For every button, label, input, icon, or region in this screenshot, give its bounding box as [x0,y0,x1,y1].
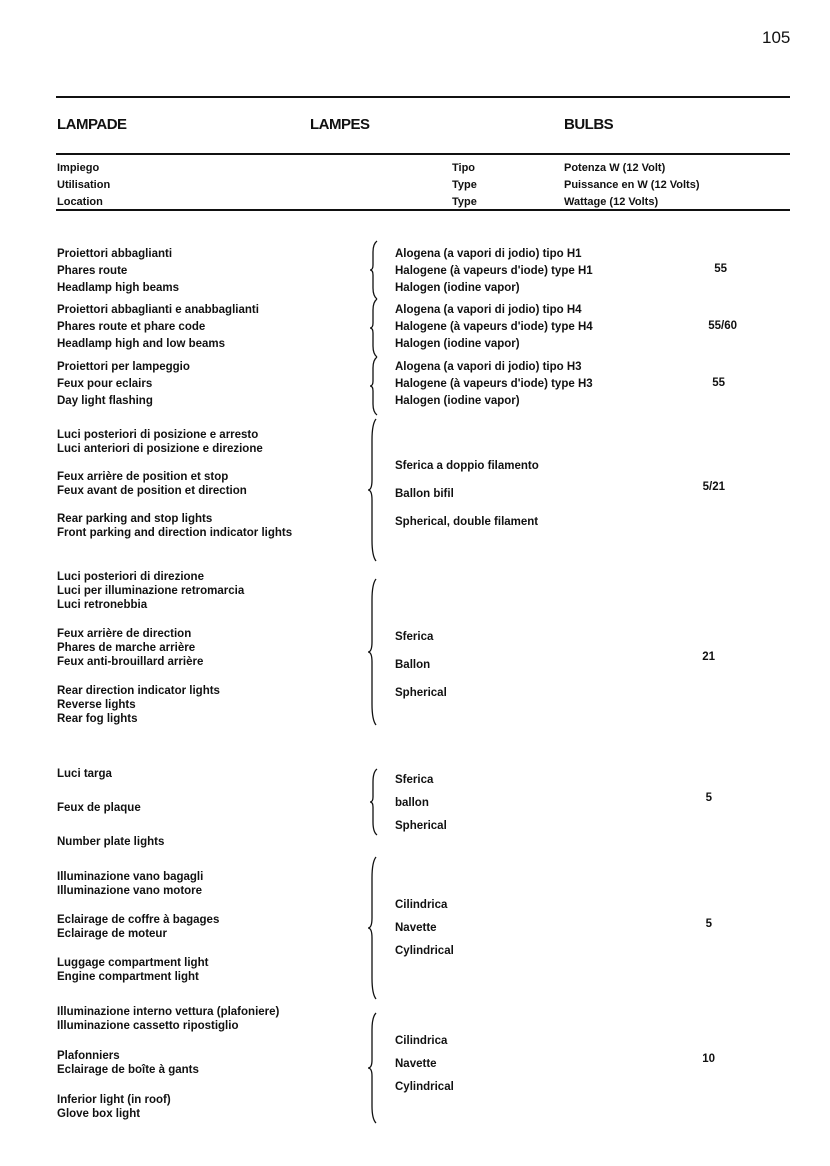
type-line: Ballon bifil [395,488,454,500]
header-rule [56,153,790,155]
subheader-location-fr: Utilisation [57,179,111,191]
header-bulbs: BULBS [564,116,614,133]
row-wattage: 5 [705,918,712,930]
location-line: Engine compartment light [57,971,199,983]
type-line: Halogen (iodine vapor) [395,282,520,294]
location-line: Proiettori abbaglianti e anabbaglianti [57,304,259,316]
type-line: Alogena (a vapori di jodio) tipo H4 [395,304,582,316]
location-line: Illuminazione interno vettura (plafoniere) [57,1006,280,1018]
row-wattage: 5/21 [702,481,725,493]
row-type [395,452,539,536]
brace [370,768,382,836]
row-type [395,359,593,410]
type-line: Cylindrical [395,945,454,957]
type-line: Navette [395,1058,437,1070]
page-number: 105 [762,28,791,47]
location-line: Number plate lights [57,836,165,848]
location-line: Proiettori abbaglianti [57,248,173,260]
location-line: Phares route [57,265,128,277]
location-line: Phares de marche arrière [57,642,196,654]
row-type [395,894,454,963]
location-line: Feux pour eclairs [57,378,153,390]
row-location [57,570,244,726]
location-line: Front parking and direction indicator lights [57,527,293,539]
location-line: Luci anteriori di posizione e direzione [57,443,263,455]
subheader-wattage [564,160,700,211]
brace [370,356,382,416]
row-type [395,769,447,838]
row-type [395,302,593,353]
subheader-wattage-fr: Puissance en W (12 Volts) [564,179,700,191]
location-line: Glove box light [57,1108,141,1120]
brace [368,578,382,726]
subheader-type-it: Tipo [452,162,476,174]
location-line: Feux avant de position et direction [57,485,247,497]
location-line: Eclairage de coffre à bagages [57,914,220,926]
type-line: Alogena (a vapori di jodio) tipo H3 [395,361,582,373]
type-line: Ballon [395,659,431,671]
location-line: Luci posteriori di direzione [57,571,204,583]
row-wattage: 55 [712,377,725,389]
location-line: Eclairage de boîte à gants [57,1064,199,1076]
location-line: Luci per illuminazione retromarcia [57,585,245,597]
type-line: Navette [395,922,437,934]
subheader-rule [56,209,790,211]
location-line: Luci targa [57,768,112,780]
row-location [57,870,219,984]
location-line: Rear fog lights [57,713,138,725]
header-lampes: LAMPES [310,116,370,133]
location-line: Day light flashing [57,395,153,407]
location-line: Feux de plaque [57,802,141,814]
type-line: Halogen (iodine vapor) [395,338,520,350]
location-line: Eclairage de moteur [57,928,167,940]
subheader-type-fr: Type [452,179,477,191]
type-line: Halogene (à vapeurs d'iode) type H3 [395,378,593,390]
subheader-location [57,160,110,211]
location-line: Plafonniers [57,1050,120,1062]
brace [368,418,382,562]
brace [368,856,382,1000]
row-wattage: 21 [702,651,715,663]
row-location [57,302,259,353]
row-location [57,1005,279,1121]
subheader-location-en: Location [57,196,103,208]
location-line: Rear parking and stop lights [57,513,213,525]
type-line: Sferica [395,631,434,643]
location-line: Feux arrière de direction [57,628,192,640]
location-line: Feux anti-brouillard arrière [57,656,204,668]
row-type [395,1030,454,1099]
location-line: Reverse lights [57,699,136,711]
brace [370,298,382,358]
type-line: Spherical [395,820,447,832]
location-line: Headlamp high and low beams [57,338,226,350]
row-location [57,246,179,297]
type-line: Halogen (iodine vapor) [395,395,520,407]
location-line: Luci retronebbia [57,599,148,611]
location-line: Phares route et phare code [57,321,206,333]
subheader-location-it: Impiego [57,162,100,174]
type-line: Alogena (a vapori di jodio) tipo H1 [395,248,582,260]
type-line: Cilindrica [395,1035,448,1047]
row-location [57,359,190,410]
row-wattage: 55 [714,263,727,275]
subheader-type-en: Type [452,196,477,208]
row-type [395,623,447,707]
type-line: Halogene (à vapeurs d'iode) type H1 [395,265,593,277]
subheader-wattage-it: Potenza W (12 Volt) [564,162,666,174]
type-line: Sferica [395,774,434,786]
location-line: Illuminazione vano motore [57,885,203,897]
row-wattage: 55/60 [708,320,737,332]
location-line: Rear direction indicator lights [57,685,220,697]
location-line: Illuminazione vano bagagli [57,871,204,883]
type-line: ballon [395,797,429,809]
brace [368,1012,382,1124]
location-line: Inferior light (in roof) [57,1094,171,1106]
type-line: Sferica a doppio filamento [395,460,539,472]
location-line: Feux arrière de position et stop [57,471,229,483]
row-location [57,757,164,859]
type-line: Spherical, double filament [395,516,539,528]
row-location [57,428,292,540]
location-line: Illuminazione cassetto ripostiglio [57,1020,239,1032]
subheader-wattage-en: Wattage (12 Volts) [564,196,659,208]
row-wattage: 5 [705,792,712,804]
brace [370,240,382,300]
top-rule [56,96,790,98]
subheader-type [452,160,477,211]
type-line: Spherical [395,687,447,699]
header-lampade: LAMPADE [57,116,127,133]
type-line: Cilindrica [395,899,448,911]
type-line: Cylindrical [395,1081,454,1093]
location-line: Luci posteriori di posizione e arresto [57,429,259,441]
type-line: Halogene (à vapeurs d'iode) type H4 [395,321,593,333]
row-wattage: 10 [702,1053,715,1065]
location-line: Proiettori per lampeggio [57,361,190,373]
location-line: Headlamp high beams [57,282,180,294]
location-line: Luggage compartment light [57,957,209,969]
row-type [395,246,593,297]
